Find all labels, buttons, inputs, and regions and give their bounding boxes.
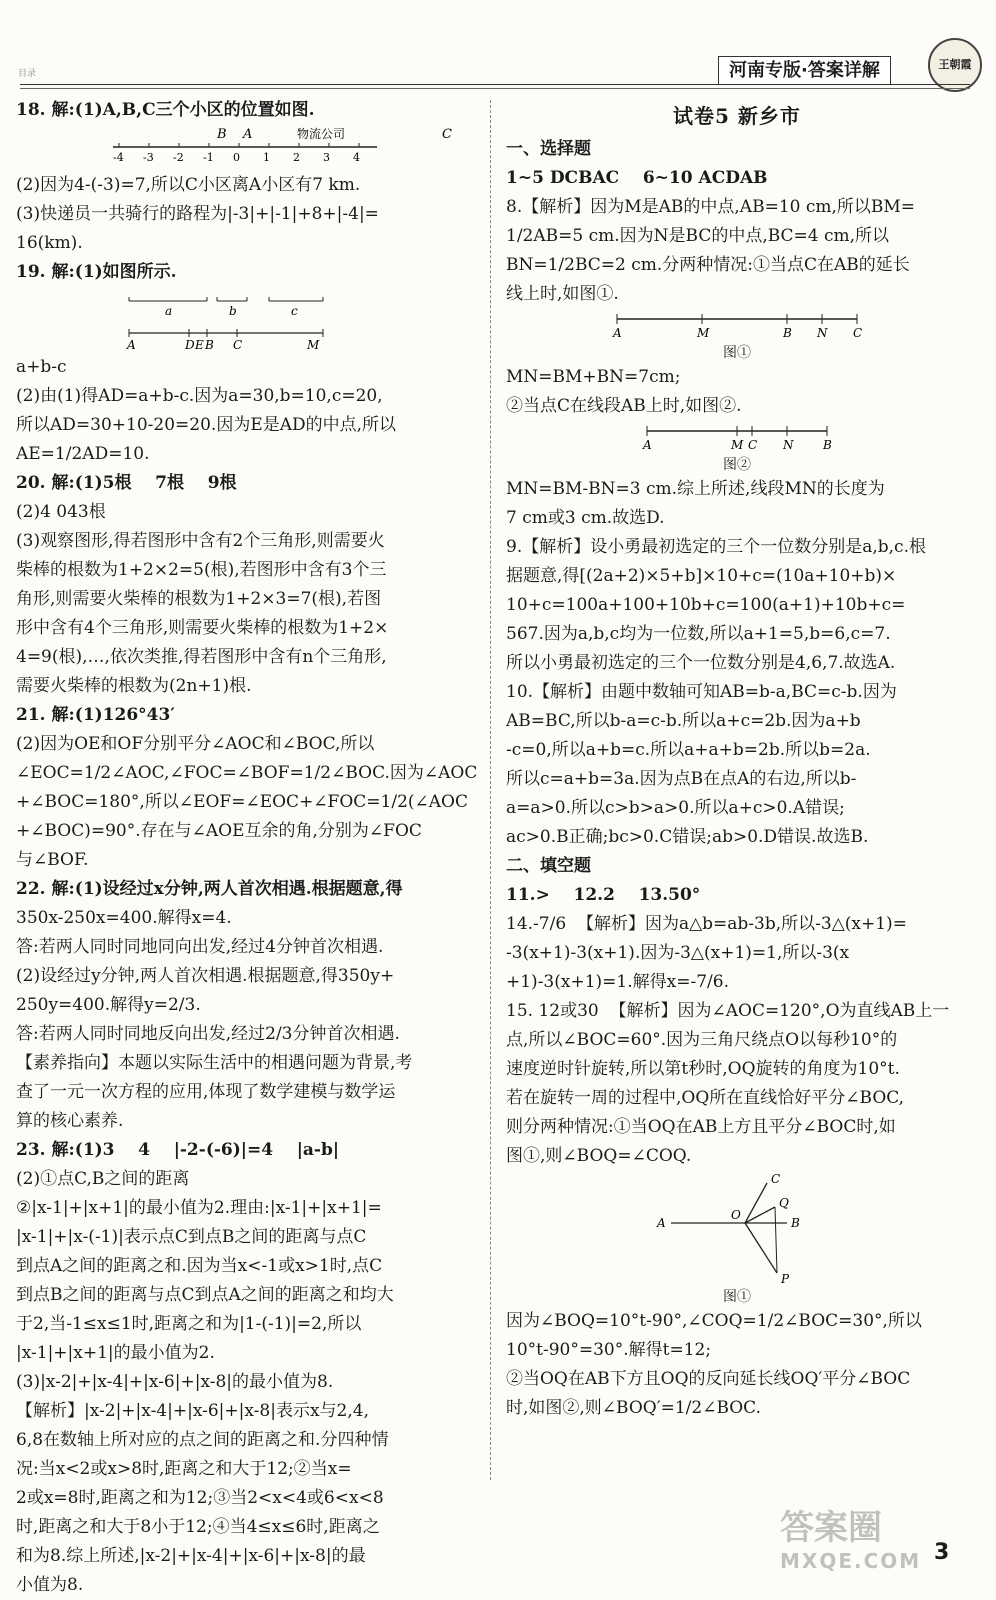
page-number: 3 (934, 1540, 950, 1565)
tick-label: 2 (293, 151, 300, 164)
q23-line: 到点B之间的距离与点C到点A之间的距离之和均大 (16, 1285, 394, 1305)
q10-line: 所以c=a+b=3a.因为点B在点A的右边,所以b- (506, 769, 857, 789)
logo-seal: 王朝霞 (928, 38, 982, 92)
q18-line: 18. 解:(1)A,B,C三个小区的位置如图. (16, 100, 315, 120)
q15-line: 因为∠BOQ=10°t-90°,∠COQ=1/2∠BOC=30°,所以 (506, 1311, 922, 1331)
q15-caption: 图① (723, 1289, 751, 1305)
q23-line: (2)①点C,B之间的距离 (16, 1169, 190, 1189)
q22-line: 查了一元一次方程的应用,体现了数学建模与数学运 (16, 1082, 396, 1102)
ang-O: O (731, 1208, 741, 1222)
tick-label: -1 (203, 151, 214, 164)
q23-line: 时,距离之和大于8小于12;④当4≤x≤6时,距离之 (16, 1517, 380, 1537)
pt-D: D (185, 338, 195, 352)
q8-line: ②当点C在线段AB上时,如图②. (506, 396, 742, 416)
q15-line: 图①,则∠BOQ=∠COQ. (506, 1146, 692, 1166)
header-rule (20, 84, 970, 85)
q23-line: |x-1|+|x+1|的最小值为2. (16, 1343, 215, 1363)
q15-line: ②当OQ在AB下方且OQ的反向延长线OQ′平分∠BOC (506, 1369, 911, 1389)
q15-line: 点,所以∠BOC=60°.因为三角尺绕点O以每秒10°的 (506, 1030, 898, 1050)
header-tab: 河南专版·答案详解 (718, 56, 891, 85)
q18-label-A: A (243, 127, 253, 142)
q10-line: AB=BC,所以b-a=c-b.所以a+c=2b.因为a+b (506, 711, 861, 731)
pt-B: B (205, 338, 214, 352)
q18-label-B: B (217, 127, 227, 142)
q20-line: 需要火柴棒的根数为(2n+1)根. (16, 676, 252, 696)
seg-b: b (229, 304, 237, 318)
q22-line: 【素养指向】本题以实际生活中的相遇问题为背景,考 (16, 1053, 413, 1073)
q20-line: (2)4 043根 (16, 502, 106, 522)
f2-A: A (643, 438, 652, 452)
q18-number-line (107, 127, 452, 169)
q19-line: 19. 解:(1)如图所示. (16, 262, 177, 282)
tick-label: 3 (323, 151, 330, 164)
watermark-sub: MXQE.COM (780, 1549, 922, 1573)
q23-line: 小值为8. (16, 1575, 84, 1595)
q9-line: 所以小勇最初选定的三个一位数分别是4,6,7.故选A. (506, 653, 896, 673)
left-column (16, 96, 478, 1600)
q8-caption-2: 图② (723, 457, 751, 473)
f2-B: B (823, 438, 832, 452)
q23-line: 和为8.综上所述,|x-2|+|x-4|+|x-6|+|x-8|的最 (16, 1546, 366, 1566)
mc-answers: 1~5 DCBAC 6~10 ACDAB (506, 168, 768, 188)
q20-line: 柴棒的根数为1+2×2=5(根),若图形中含有3个三 (16, 560, 387, 580)
q8-line: MN=BM-BN=3 cm.综上所述,线段MN的长度为 (506, 479, 885, 499)
q20-line: 20. 解:(1)5根 7根 9根 (16, 473, 237, 493)
q21-line: (2)因为OE和OF分别平分∠AOC和∠BOC,所以 (16, 734, 375, 754)
f1-B: B (783, 326, 792, 340)
pt-M: M (307, 338, 320, 352)
q20-line: 角形,则需要火柴棒的根数为1+2×3=7(根),若图 (16, 589, 382, 609)
q19-segment-figure (127, 289, 367, 351)
q15-line: 若在旋转一周的过程中,OQ所在直线恰好平分∠BOC, (506, 1088, 905, 1108)
q9-line: 据题意,得[(2a+2)×5+b]×10+c=(10a+10+b)× (506, 566, 897, 586)
q15-line: 15. 12或30 【解析】因为∠AOC=120°,O为直线AB上一 (506, 1001, 950, 1021)
q10-line: -c=0,所以a+b=c.所以a+a+b=2b.所以b=2a. (506, 740, 871, 760)
q19-line: (2)由(1)得AD=a+b-c.因为a=30,b=10,c=20, (16, 386, 383, 406)
q18-line: (2)因为4-(-3)=7,所以C小区离A小区有7 km. (16, 175, 361, 195)
f2-N: N (783, 438, 794, 452)
q22-line: 22. 解:(1)设经过x分钟,两人首次相遇.根据题意,得 (16, 879, 403, 899)
q23-line: ②|x-1|+|x+1|的最小值为2.理由:|x-1|+|x+1|= (16, 1198, 382, 1218)
q8-line: MN=BM+BN=7cm; (506, 367, 681, 387)
q21-line: 与∠BOF. (16, 850, 89, 870)
q10-line: 10.【解析】由题中数轴可知AB=b-a,BC=c-b.因为 (506, 682, 897, 702)
q9-line: 9.【解析】设小勇最初选定的三个一位数分别是a,b,c.根 (506, 537, 926, 557)
q14-line: +1)-3(x+1)=1.解得x=-7/6. (506, 972, 729, 992)
q15-angle-figure (657, 1173, 817, 1285)
tick-label: 1 (263, 151, 270, 164)
corner-mark: 目录 (18, 69, 37, 79)
right-column (506, 96, 968, 1423)
seg-a: a (165, 304, 173, 318)
q10-line: a=a>0.所以c>b>a>0.所以a+c>0.A错误; (506, 798, 845, 818)
f2-C: C (748, 438, 758, 452)
q14-line: -3(x+1)-3(x+1).因为-3△(x+1)=1,所以-3(x (506, 943, 850, 963)
q21-line: 21. 解:(1)126°43′ (16, 705, 175, 725)
section-heading: 二、填空题 (506, 856, 591, 876)
q23-line: 6,8在数轴上所对应的点之间的距离之和.分四种情 (16, 1430, 389, 1450)
q11-13-answers: 11.> 12.2 13.50° (506, 885, 701, 905)
q8-line: 线上时,如图①. (506, 284, 619, 304)
watermark-main: 答案圈 (780, 1508, 882, 1548)
tick-label: -3 (143, 151, 154, 164)
q8-line: 8.【解析】因为M是AB的中点,AB=10 cm,所以BM= (506, 197, 916, 217)
q20-line: 形中含有4个三角形,则需要火柴棒的根数为1+2× (16, 618, 389, 638)
watermark (780, 1500, 921, 1573)
ang-B: B (791, 1216, 800, 1230)
q19-line: 所以AD=30+10-20=20.因为E是AD的中点,所以 (16, 415, 397, 435)
q18-label-depot: 物流公司 (297, 127, 346, 141)
q23-line: 到点A之间的距离之和.因为当x<-1或x>1时,点C (16, 1256, 383, 1276)
pt-C: C (233, 338, 243, 352)
q15-line: 则分两种情况:①当OQ在AB上方且平分∠BOC时,如 (506, 1117, 896, 1137)
q18-line: (3)快递员一共骑行的路程为|-3|+|-1|+8+|-4|= (16, 204, 379, 224)
q21-line: +∠BOC=180°,所以∠EOF=∠EOC+∠FOC=1/2(∠AOC (16, 792, 468, 812)
q9-line: 10+c=100a+100+10b+c=100(a+1)+10b+c= (506, 595, 906, 615)
seg-c: c (291, 304, 298, 318)
tick-label: -2 (173, 151, 184, 164)
q8-caption-1: 图① (723, 345, 751, 361)
q21-line: ∠EOC=1/2∠AOC,∠FOC=∠BOF=1/2∠BOC.因为∠AOC (16, 763, 478, 783)
q23-line: 2或x=8时,距离之和为12;③当2<x<4或6<x<8 (16, 1488, 384, 1508)
q22-line: 答:若两人同时同地反向出发,经过2/3分钟首次相遇. (16, 1024, 400, 1044)
q8-figure-2 (637, 423, 837, 453)
pt-A: A (127, 338, 136, 352)
ang-Q: Q (779, 1196, 789, 1210)
f1-N: N (817, 326, 828, 340)
q8-line: 7 cm或3 cm.故选D. (506, 508, 665, 528)
q19-line: a+b-c (16, 357, 67, 377)
tick-label: 4 (353, 151, 360, 164)
q9-line: 567.因为a,b,c均为一位数,所以a+1=5,b=6,c=7. (506, 624, 891, 644)
q22-line: 答:若两人同时同地同向出发,经过4分钟首次相遇. (16, 937, 384, 957)
q15-line: 速度逆时针旋转,所以第t秒时,OQ旋转的角度为10°t. (506, 1059, 900, 1079)
q14-line: 14.-7/6 【解析】因为a△b=ab-3b,所以-3△(x+1)= (506, 914, 907, 934)
q23-line: 于2,当-1≤x≤1时,距离之和为|1-(-1)|=2,所以 (16, 1314, 362, 1334)
q8-figure-1 (607, 311, 867, 341)
q8-line: BN=1/2BC=2 cm.分两种情况:①当点C在AB的延长 (506, 255, 910, 275)
q18-label-C: C (442, 127, 452, 142)
q20-line: 4=9(根),…,依次类推,得若图形中含有n个三角形, (16, 647, 387, 667)
q23-line: (3)|x-2|+|x-4|+|x-6|+|x-8|的最小值为8. (16, 1372, 334, 1392)
q23-line: 23. 解:(1)3 4 |-2-(-6)|=4 |a-b| (16, 1140, 340, 1160)
q18-line: 16(km). (16, 233, 83, 253)
q22-line: 250y=400.解得y=2/3. (16, 995, 201, 1015)
q19-line: AE=1/2AD=10. (16, 444, 150, 464)
pt-E: E (195, 338, 204, 352)
q8-line: 1/2AB=5 cm.因为N是BC的中点,BC=4 cm,所以 (506, 226, 890, 246)
f1-M: M (697, 326, 710, 340)
q23-line: 【解析】|x-2|+|x-4|+|x-6|+|x-8|表示x与2,4, (16, 1401, 369, 1421)
ang-C: C (771, 1172, 781, 1186)
q23-line: |x-1|+|x-(-1)|表示点C到点B之间的距离与点C (16, 1227, 367, 1247)
q15-line: 10°t-90°=30°.解得t=12; (506, 1340, 712, 1360)
f1-C: C (853, 326, 863, 340)
q20-line: (3)观察图形,得若图形中含有2个三角形,则需要火 (16, 531, 385, 551)
f2-M: M (731, 438, 744, 452)
q21-line: +∠BOC)=90°.存在与∠AOE互余的角,分别为∠FOC (16, 821, 422, 841)
q23-line: 况:当x<2或x>8时,距离之和大于12;②当x= (16, 1459, 352, 1479)
q10-line: ac>0.B正确;bc>0.C错误;ab>0.D错误.故选B. (506, 827, 869, 847)
column-divider (490, 100, 491, 1480)
section-heading: 一、选择题 (506, 139, 591, 159)
ang-A: A (657, 1216, 666, 1230)
q15-line: 时,如图②,则∠BOQ′=1/2∠BOC. (506, 1398, 761, 1418)
q22-line: (2)设经过y分钟,两人首次相遇.根据题意,得350y+ (16, 966, 395, 986)
q22-line: 350x-250x=400.解得x=4. (16, 908, 232, 928)
f1-A: A (613, 326, 622, 340)
tick-label: -4 (113, 151, 124, 164)
q22-line: 算的核心素养. (16, 1111, 124, 1131)
exam-title: 试卷5 新乡市 (673, 104, 801, 128)
tick-label: 0 (233, 151, 240, 164)
header-rule-thin (20, 88, 970, 89)
ang-P: P (781, 1272, 790, 1286)
